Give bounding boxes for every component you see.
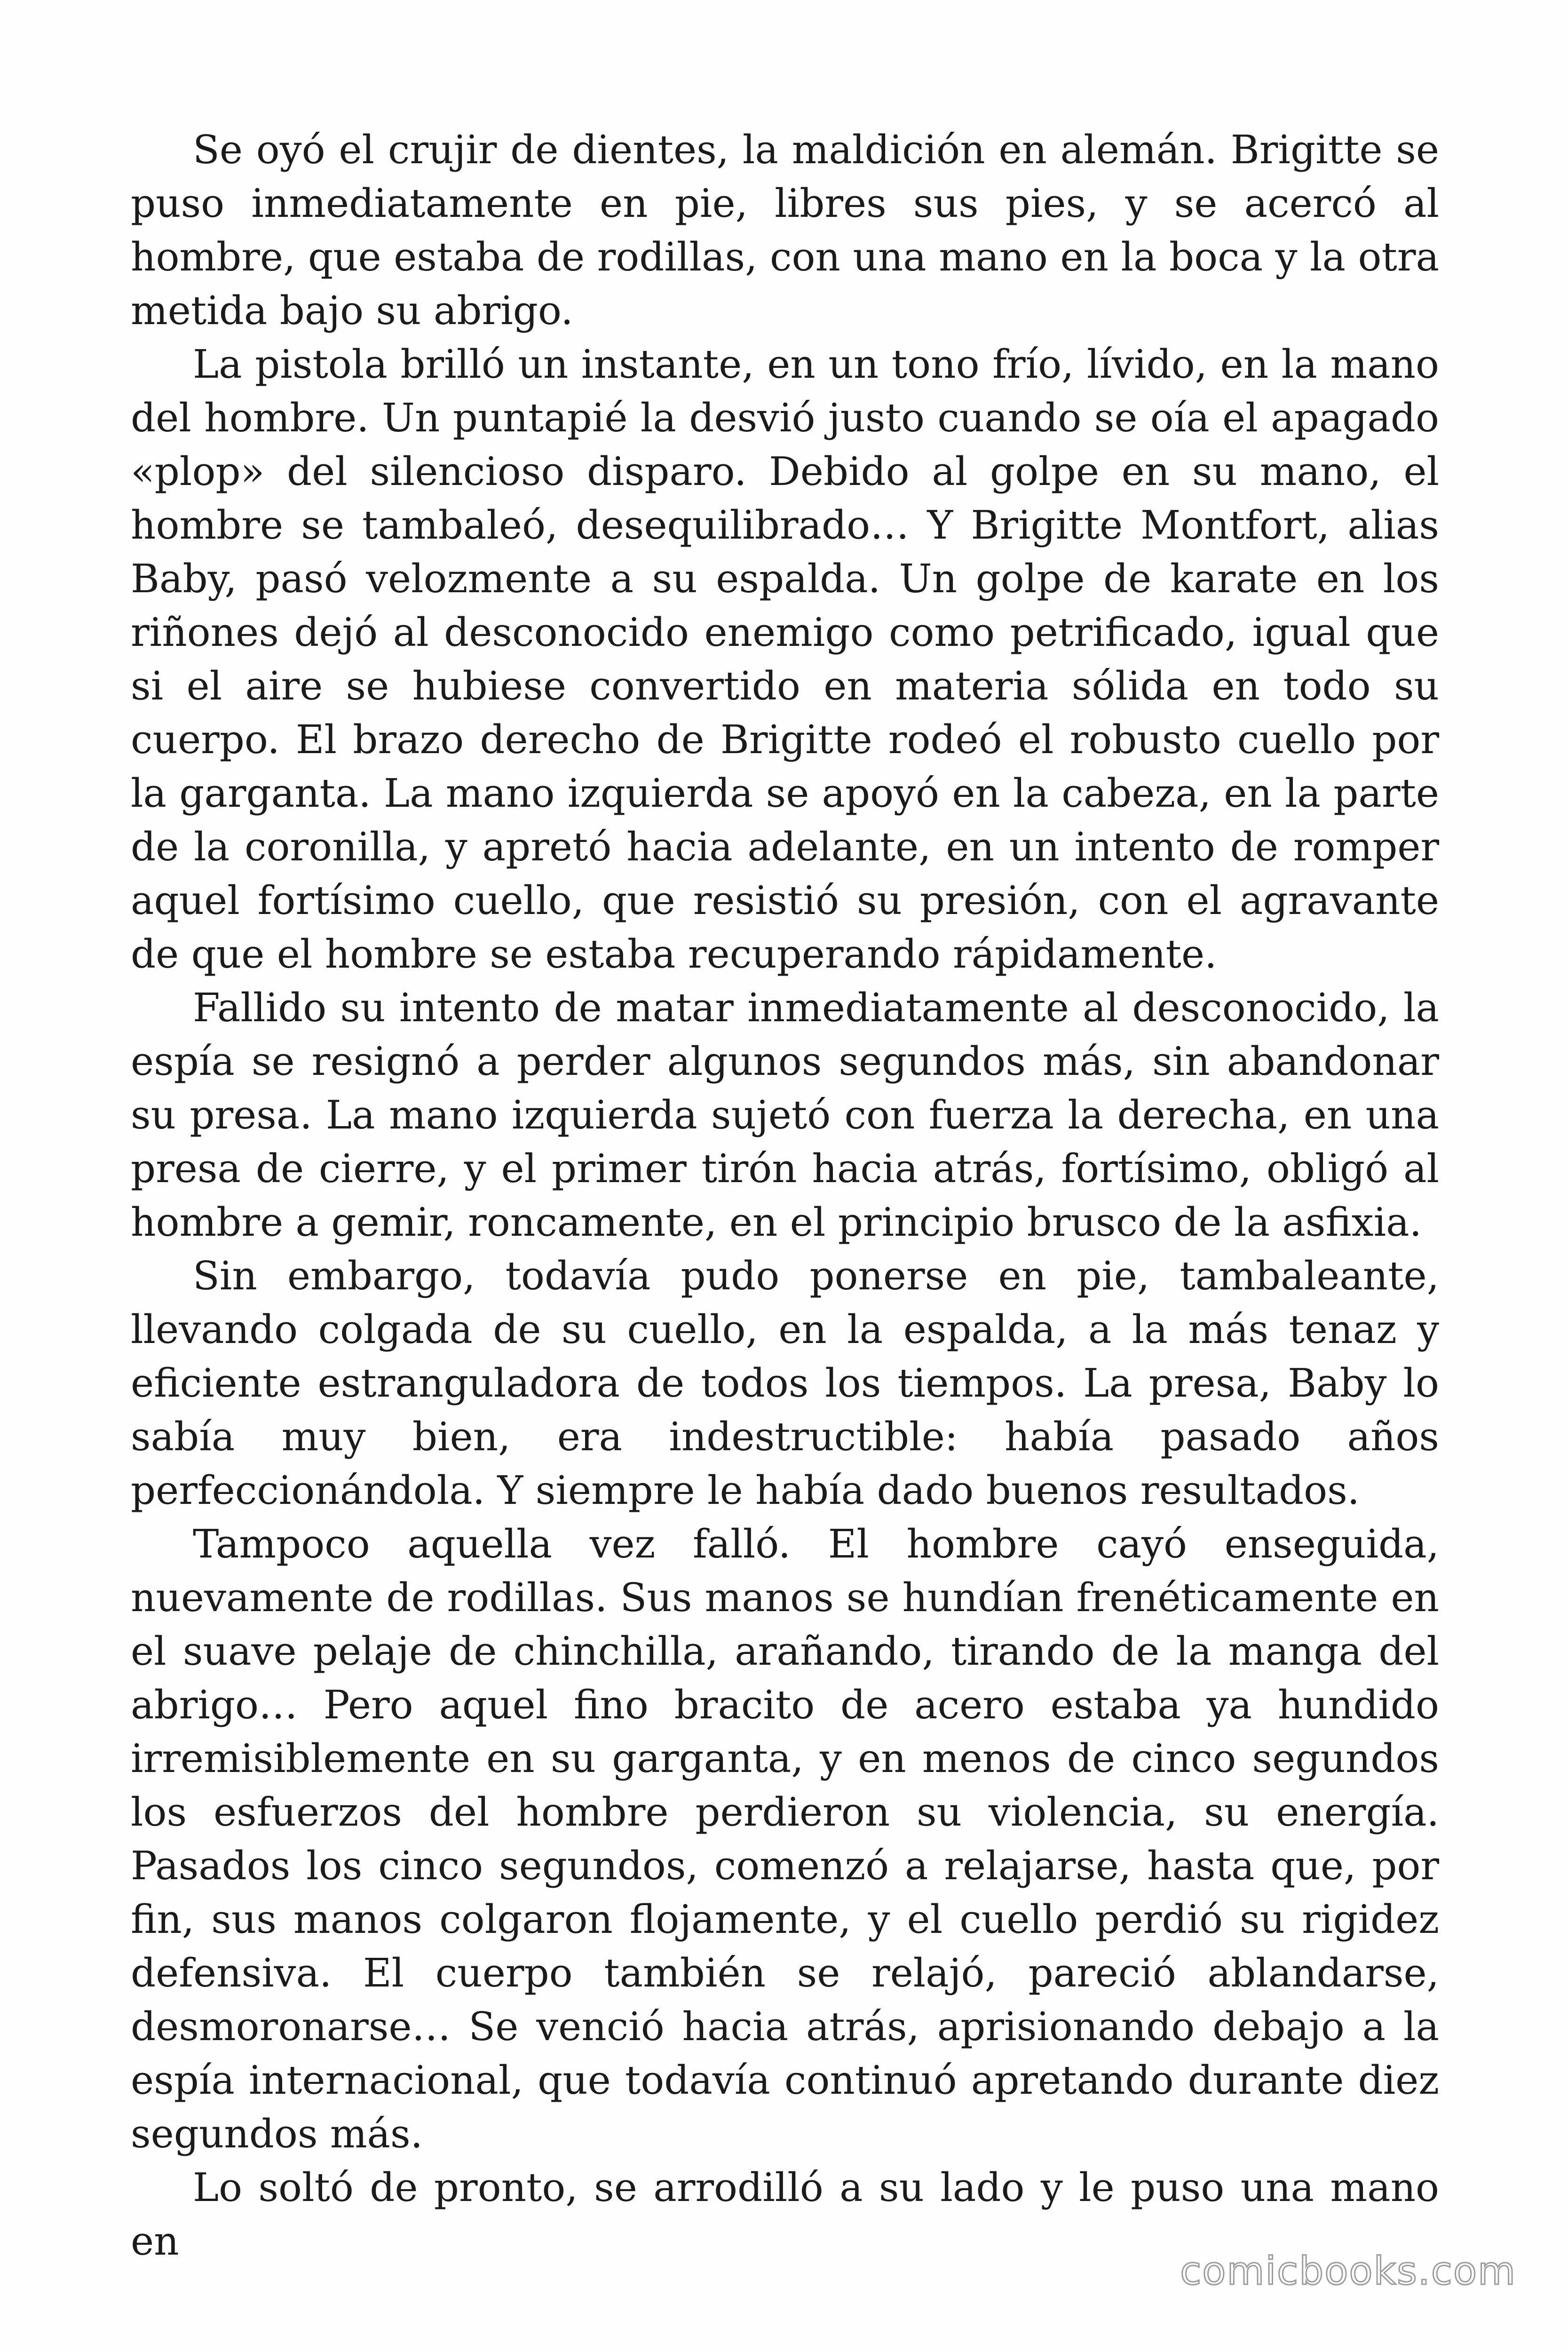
paragraph-3: Fallido su intento de matar inmediatamente al desconocido, la espía se resignó a perder algunos segundos más, sin abandonar su presa. La mano izquierda sujetó con fuerza la derecha, en una presa de cierre, y el primer tirón hacia atrás, fortísimo, obligó al hombre a gemir, roncamente, en el principio brusco de la asfixia.	[131, 985, 1439, 1245]
paragraph-4: Sin embargo, todavía pudo ponerse en pie, tambaleante, llevando colgada de su cuello, en la espalda, a la más tenaz y eficiente estranguladora de todos los tiempos. La presa, Baby lo sabía muy bien, era indestructible: había pasado años perfeccionándola. Y siempre le había dado buenos resultados.	[131, 1253, 1439, 1513]
paragraph-5: Tampoco aquella vez falló. El hombre cayó enseguida, nuevamente de rodillas. Sus manos se hundían frenéticamente en el suave pelaje de chinchilla, arañando, tirando de la manga del abrigo… Pero aquel fino bracito de acero estaba ya hundido irremisiblemente en su garganta, y en menos de cinco segundos los esfuerzos del hombre perdieron su violencia, su energía. Pasados los cinco segundos, comenzó a relajarse, hasta que, por fin, sus manos colgaron flojamente, y el cuello perdió su rigidez defensiva. El cuerpo también se relajó, pareció ablandarse, desmoronarse… Se venció hacia atrás, aprisionando debajo a la espía internacional, que todavía continuó apretando durante diez segundos más.	[131, 1521, 1439, 2157]
body-text	[131, 123, 1439, 2268]
paragraph-1: Se oyó el crujir de dientes, la maldición en alemán. Brigitte se puso inmediatamente en pie, libres sus pies, y se acercó al hombre, que estaba de rodillas, con una mano en la boca y la otra metida bajo su abrigo.	[131, 127, 1439, 334]
watermark: comicbooks.com	[1180, 2249, 1516, 2294]
paragraph-2: La pistola brilló un instante, en un tono frío, lívido, en la mano del hombre. Un puntapié la desvió justo cuando se oía el apagado «plop» del silencioso disparo. Debido al golpe en su mano, el hombre se tambaleó, desequilibrado… Y Brigitte Montfort, alias Baby, pasó velozmente a su espalda. Un golpe de karate en los riñones dejó al desconocido enemigo como petrificado, igual que si el aire se hubiese convertido en materia sólida en todo su cuerpo. El brazo derecho de Brigitte rodeó el robusto cuello por la garganta. La mano izquierda se apoyó en la cabeza, en la parte de la coronilla, y apretó hacia adelante, en un intento de romper aquel fortísimo cuello, que resistió su presión, con el agravante de que el hombre se estaba recuperando rápidamente.	[131, 342, 1439, 977]
paragraph-6: Lo soltó de pronto, se arrodilló a su lado y le puso una mano en	[131, 2165, 1439, 2264]
